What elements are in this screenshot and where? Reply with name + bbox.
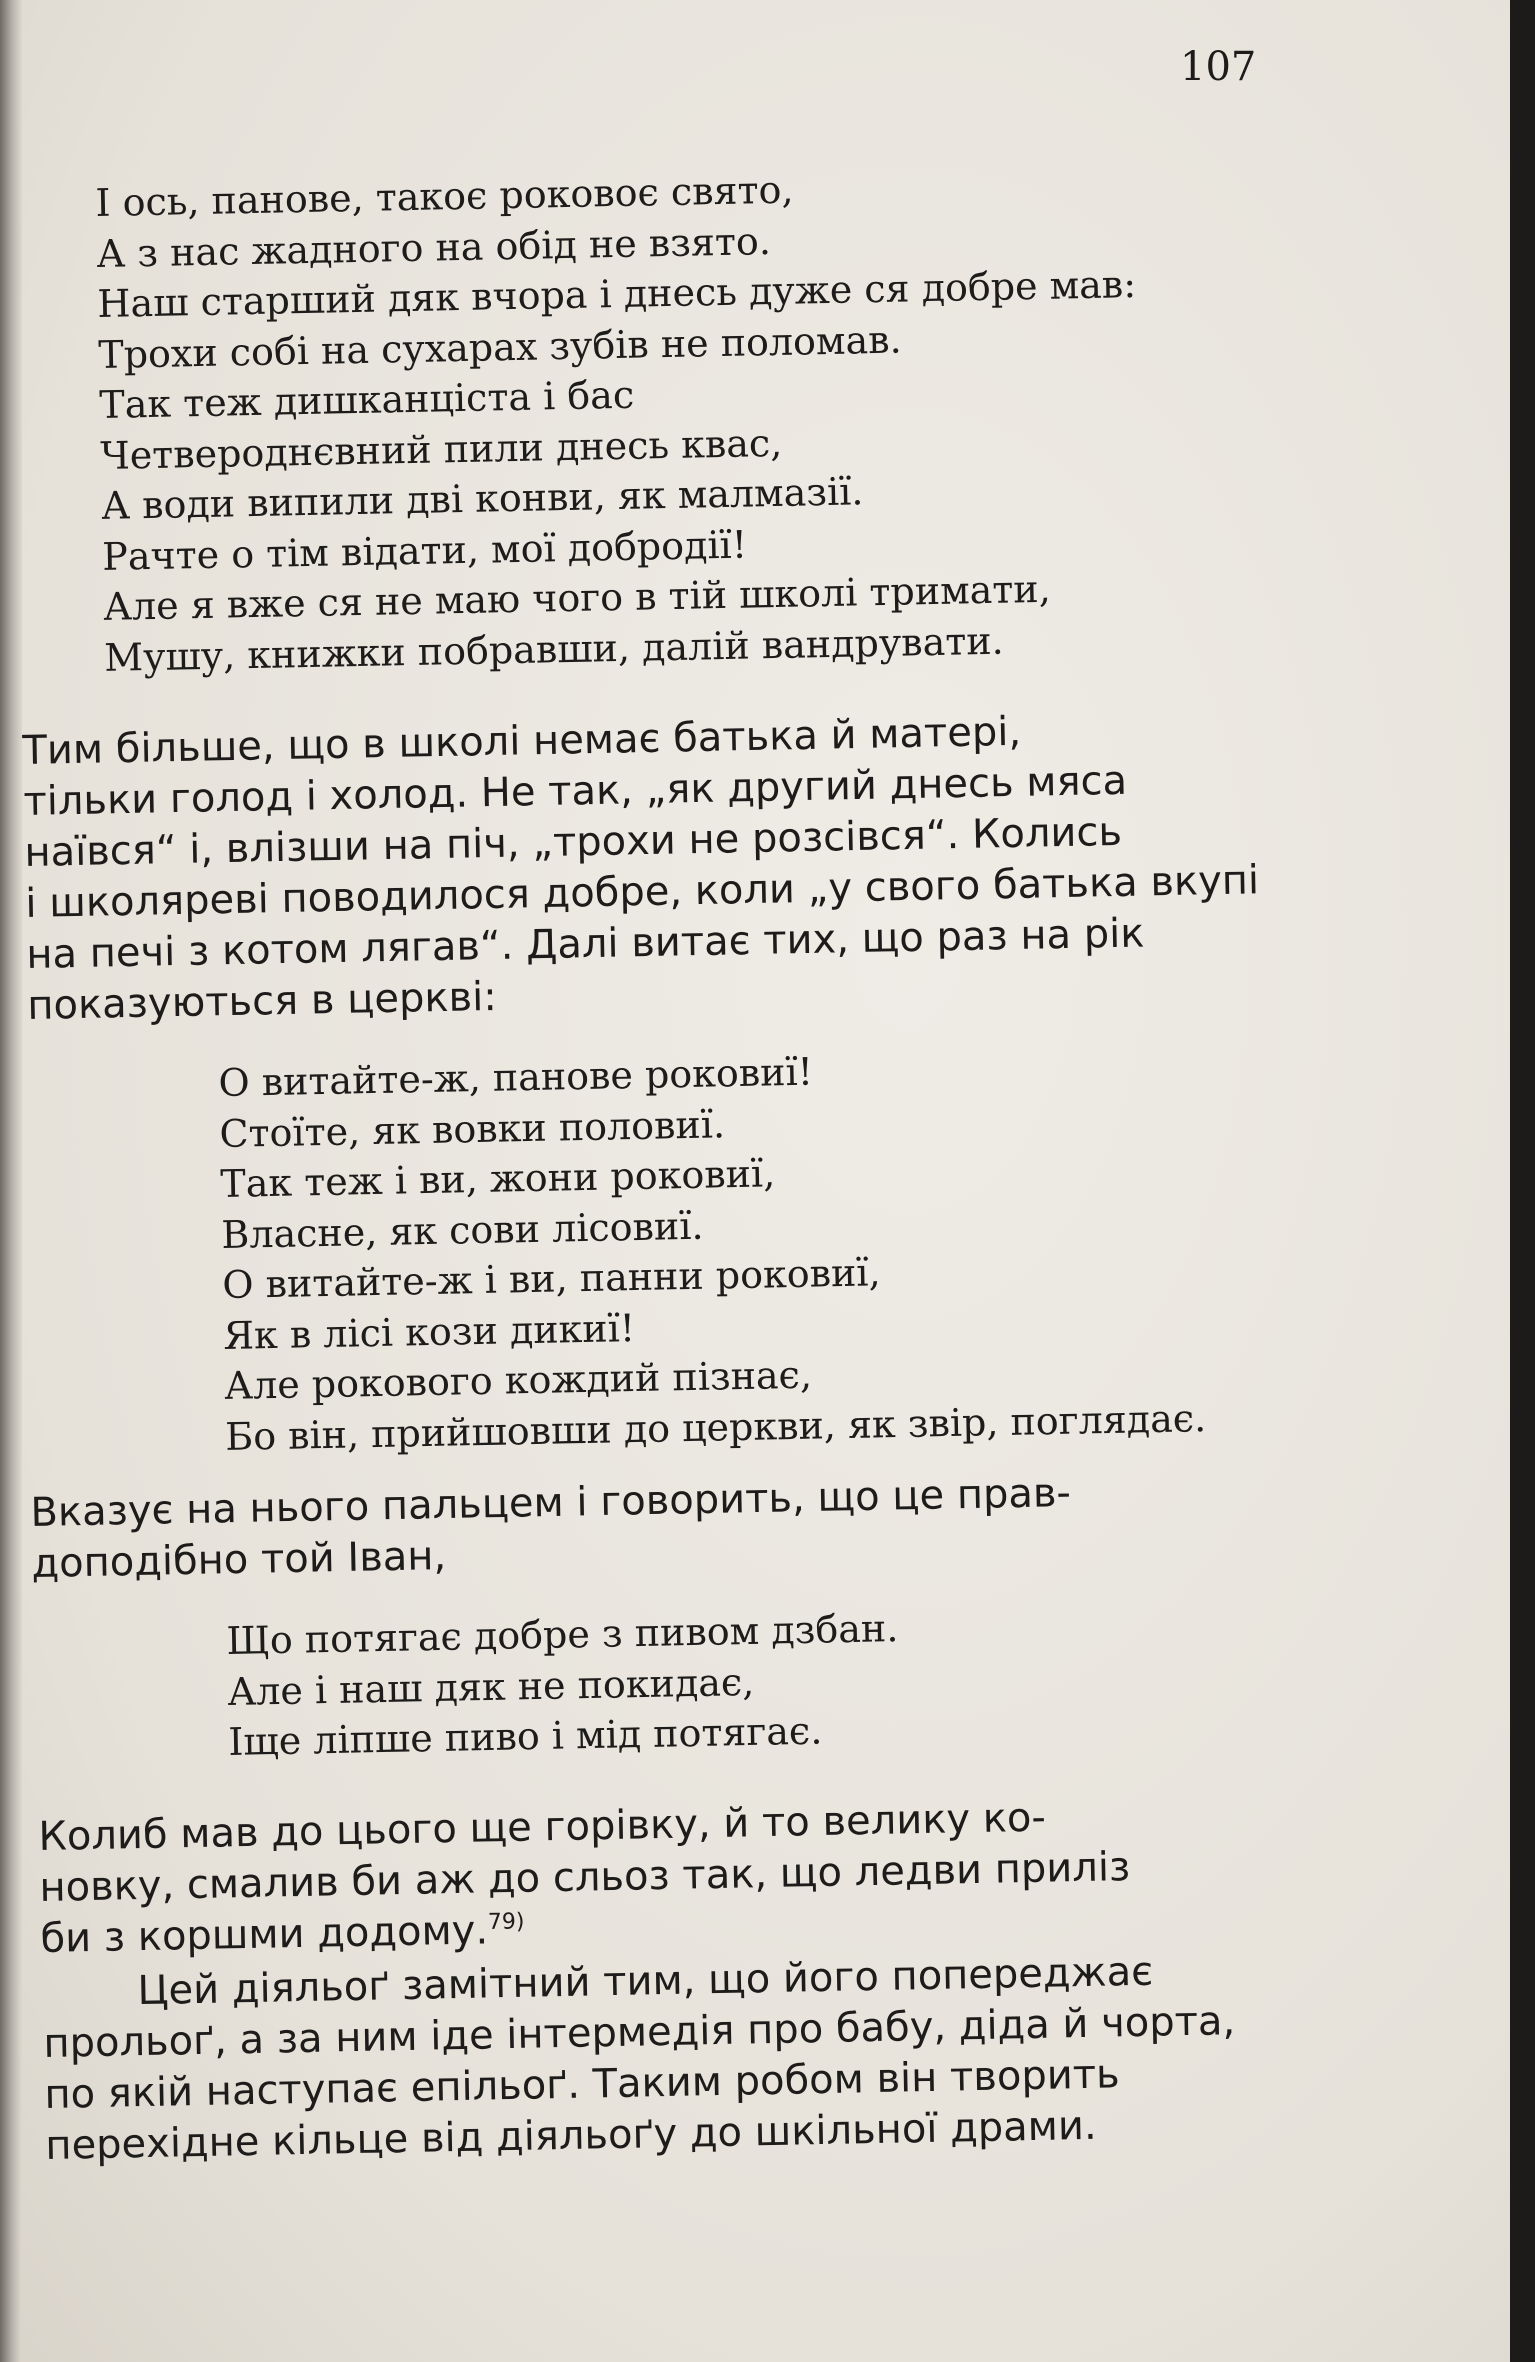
paragraph-4 [42, 1945, 1238, 2172]
verse-block-1 [95, 158, 1143, 683]
paragraph-line: і школяреві поводилося добре, коли „у свого батька вкупі [24, 857, 1260, 927]
verse-line: Що потягає добре з пивом дзбан. [226, 1606, 899, 1663]
paragraph-line: Цей діяльоґ замітний тим, що його попереджає [137, 1948, 1154, 2015]
paragraph-line: показуються в церкві: [26, 973, 498, 1029]
paragraph-line: Колиб мав до цього ще горівку, й то велику ко- [38, 1794, 1047, 1860]
page-number: 107 [1180, 44, 1257, 90]
verse-line: Мушу, книжки побравши, далій вандрувати. [103, 618, 1005, 680]
paragraph-line: Вказує на нього пальцем і говорить, що це прав- [30, 1470, 1072, 1536]
verse-line: Але я вже ся не маю чого в тій школі тримати, [102, 566, 1052, 629]
verse-line: Але рокового кождий пізнає, [223, 1352, 813, 1408]
verse-line: А води випили дві конви, як малмазії. [100, 469, 864, 528]
verse-block-3 [226, 1603, 901, 1767]
paragraph-2 [30, 1468, 1072, 1590]
paragraph-line: перехідне кільце від діяльоґу до шкільної драми. [44, 2102, 1097, 2169]
paragraph-line: по якій наступає епільоґ. Таким робом він творить [43, 2051, 1121, 2118]
verse-line: Так теж і ви, жони роковиї, [219, 1151, 776, 1206]
verse-block-2 [218, 1039, 1207, 1462]
paragraph-text: би з коршми додому. [39, 1907, 489, 1962]
paragraph-1 [22, 702, 1261, 1032]
verse-line: Власне, як сови лісовиї. [220, 1203, 704, 1257]
verse-line: О витайте-ж, панове роковиї! [218, 1049, 814, 1105]
paragraph-line: доподібно той Іван, [31, 1533, 447, 1587]
paragraph-line: на печі з котом лягав“. Далі витає тих, що раз на рік [25, 910, 1145, 978]
paragraph-line: прольоґ, а за ним іде інтермедія про бабу, діда й чорта, [43, 1998, 1236, 2067]
verse-line: Трохи собі на сухарах зубів не поломав. [97, 317, 902, 377]
verse-line: Як в лісі кози дикиї! [222, 1305, 636, 1358]
verse-line: Стоїте, як вовки половиї. [219, 1101, 726, 1156]
page-gutter [0, 0, 22, 2362]
verse-line: Іще ліпше пиво і мід потягає. [227, 1708, 823, 1764]
verse-line: Наш старший дяк вчора і днесь дуже ся добре мав: [96, 262, 1137, 326]
verse-line: А з нас жадного на обід не взято. [96, 218, 772, 276]
paragraph-line: тільки голод і холод. Не так, „як другий днесь мяса [23, 757, 1128, 825]
verse-line: О витайте-ж і ви, панни роковиї, [221, 1250, 881, 1307]
paragraph-line: наївся“ і, влізши на піч, „трохи не розсівся“. Колись [23, 808, 1123, 876]
verse-line: Четвероднєвний пили днесь квас, [99, 420, 783, 478]
verse-line: І ось, панове, такоє роковоє свято, [95, 167, 794, 225]
verse-line: Так теж дишканціста і бас [98, 372, 635, 427]
paragraph-3 [38, 1791, 1132, 1965]
verse-line: Бо він, прийшовши до церкви, як звір, поглядає. [224, 1395, 1207, 1459]
paragraph-line: Тим більше, що в школі немає батька й матері, [22, 708, 1022, 774]
footnote-reference: 79) [487, 1909, 525, 1936]
verse-line: Рачте о тім відати, мої добродії! [101, 522, 748, 579]
verse-line: Але і наш дяк не покидає, [227, 1659, 755, 1714]
paragraph-line: новку, смалив би аж до сльоз так, що ледви приліз [39, 1844, 1131, 1911]
